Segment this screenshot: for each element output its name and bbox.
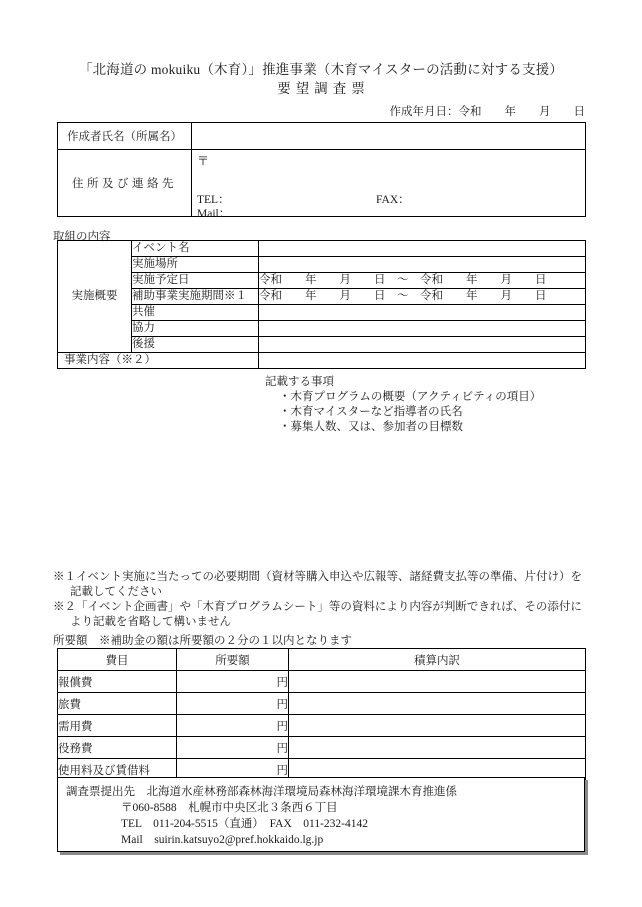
cost-item-rewards: 報償費 <box>58 671 177 693</box>
footnote-1-cont: 記載してください <box>70 586 162 598</box>
creation-date-line: 作成年月日：令和 年 月 日 <box>389 106 585 118</box>
title-line-1: 「北海道の mokuiku（木育）」推進事業（木育マイスターの活動に対する支援） <box>78 62 564 77</box>
cost-header-detail: 積算内訳 <box>289 649 586 671</box>
cost-amount-supplies[interactable]: 円 <box>177 715 289 737</box>
author-info-table <box>57 122 586 220</box>
row-value-venue[interactable] <box>259 257 586 273</box>
cost-header-amount: 所要額 <box>177 649 289 671</box>
table-row-business-content <box>58 353 586 369</box>
cost-section-caption: 所要額 ※補助金の額は所要額の２分の１以内となります <box>53 635 352 647</box>
activity-content-table <box>57 240 586 433</box>
cost-item-travel: 旅費 <box>58 693 177 715</box>
title-line-2: 要望調査票 <box>277 81 370 96</box>
row-value-event-name[interactable] <box>259 241 586 257</box>
row-label-venue: 実施場所 <box>132 257 259 273</box>
business-content-label <box>58 353 259 369</box>
business-content-label-text: 事業内容（※２） <box>64 354 156 366</box>
row-value-cohost[interactable] <box>259 305 586 321</box>
row-label-cooperation: 協力 <box>132 321 259 337</box>
table-row-address <box>58 150 586 217</box>
cost-amount-services[interactable]: 円 <box>177 737 289 759</box>
table-row <box>58 737 586 759</box>
table-row-cohost <box>58 305 586 321</box>
guidance-bullet-1: ・木育プログラムの概要（アクティビティの項目） <box>279 391 542 403</box>
author-name-field[interactable] <box>192 123 586 150</box>
footnote-2-head: ※２「イベント企画書」や「木育プログラムシート」等の資料により内容が判断できれば、その添付に <box>53 601 582 613</box>
table-row-support <box>58 337 586 353</box>
contact-phone-fax: TEL 011-204-5515（直通） FAX 011-232-4142 <box>121 818 369 830</box>
row-label-scheduled-date: 実施予定日 <box>132 273 259 289</box>
cost-detail-services[interactable] <box>289 737 586 759</box>
cost-item-supplies: 需用費 <box>58 715 177 737</box>
table-row-author <box>58 123 586 150</box>
table-row <box>58 671 586 693</box>
table-row-subsidy-period <box>58 289 586 305</box>
footnote-1-head: ※１イベント実施に当たっての必要期間（資材等購入申込や広報等、諸経費支払等の準備、片付け）を <box>53 571 582 583</box>
table-row <box>58 715 586 737</box>
contact-email[interactable]: Mail suirin.katsuyo2@pref.hokkaido.lg.jp <box>121 834 324 846</box>
business-content-field[interactable] <box>259 353 586 433</box>
table-header-row <box>58 649 586 671</box>
address-contact-cell <box>192 150 586 220</box>
cost-amount-rental[interactable]: 円 <box>177 759 289 781</box>
contact-address: 〒060-8588 札幌市中央区北３条西６丁目 <box>121 802 338 814</box>
guidance-bullet-2: ・木育マイスターなど指導者の氏名 <box>279 406 463 418</box>
footnotes-block <box>53 570 593 630</box>
table-row-event-name <box>58 241 586 257</box>
mail-label[interactable]: Mail： <box>197 208 231 220</box>
row-label-support: 後援 <box>132 337 259 353</box>
submission-contact-box <box>57 777 585 852</box>
main-section-caption: 取組の内容 <box>53 231 111 243</box>
row-value-scheduled-date[interactable]: 令和 年 月 日 ～ 令和 年 月 日 <box>259 273 586 289</box>
implementation-overview-label: 実施概要 <box>58 241 132 353</box>
row-label-subsidy-period: 補助事業実施期間※１ <box>132 289 259 305</box>
footnote-2-cont: より記載を省略して構いません <box>70 616 231 628</box>
cost-amount-travel[interactable]: 円 <box>177 693 289 715</box>
postal-mark-icon: 〒 <box>197 154 210 168</box>
row-label-event-name: イベント名 <box>132 241 259 257</box>
cost-item-services: 役務費 <box>58 737 177 759</box>
business-content-guidance <box>265 375 541 435</box>
table-row <box>58 693 586 715</box>
row-label-cohost: 共催 <box>132 305 259 321</box>
table-row-scheduled-date <box>58 273 586 289</box>
row-value-cooperation[interactable] <box>259 321 586 337</box>
tel-label[interactable]: TEL： <box>197 194 230 206</box>
table-row-cooperation <box>58 321 586 337</box>
contact-organization: 調査票提出先 北海道水産林務部森林海洋環境局森林海洋環境課木育推進係 <box>66 786 457 798</box>
row-value-subsidy-period[interactable]: 令和 年 月 日 ～ 令和 年 月 日 <box>259 289 586 305</box>
table-row-venue <box>58 257 586 273</box>
cost-detail-travel[interactable] <box>289 693 586 715</box>
cost-item-rental: 使用料及び賃借料 <box>58 759 177 781</box>
author-name-label: 作成者氏名（所属名） <box>58 123 192 150</box>
address-label: 住所及び連絡先 <box>58 150 192 217</box>
cost-detail-supplies[interactable] <box>289 715 586 737</box>
row-value-support[interactable] <box>259 337 586 353</box>
fax-label[interactable]: FAX： <box>376 194 410 206</box>
cost-breakdown-table <box>57 648 586 781</box>
document-title <box>0 60 642 98</box>
cost-header-item: 費目 <box>58 649 177 671</box>
guidance-bullet-3: ・募集人数、又は、参加者の目標数 <box>279 421 463 433</box>
cost-amount-rewards[interactable]: 円 <box>177 671 289 693</box>
guidance-heading: 記載する事項 <box>265 376 334 388</box>
cost-detail-rewards[interactable] <box>289 671 586 693</box>
